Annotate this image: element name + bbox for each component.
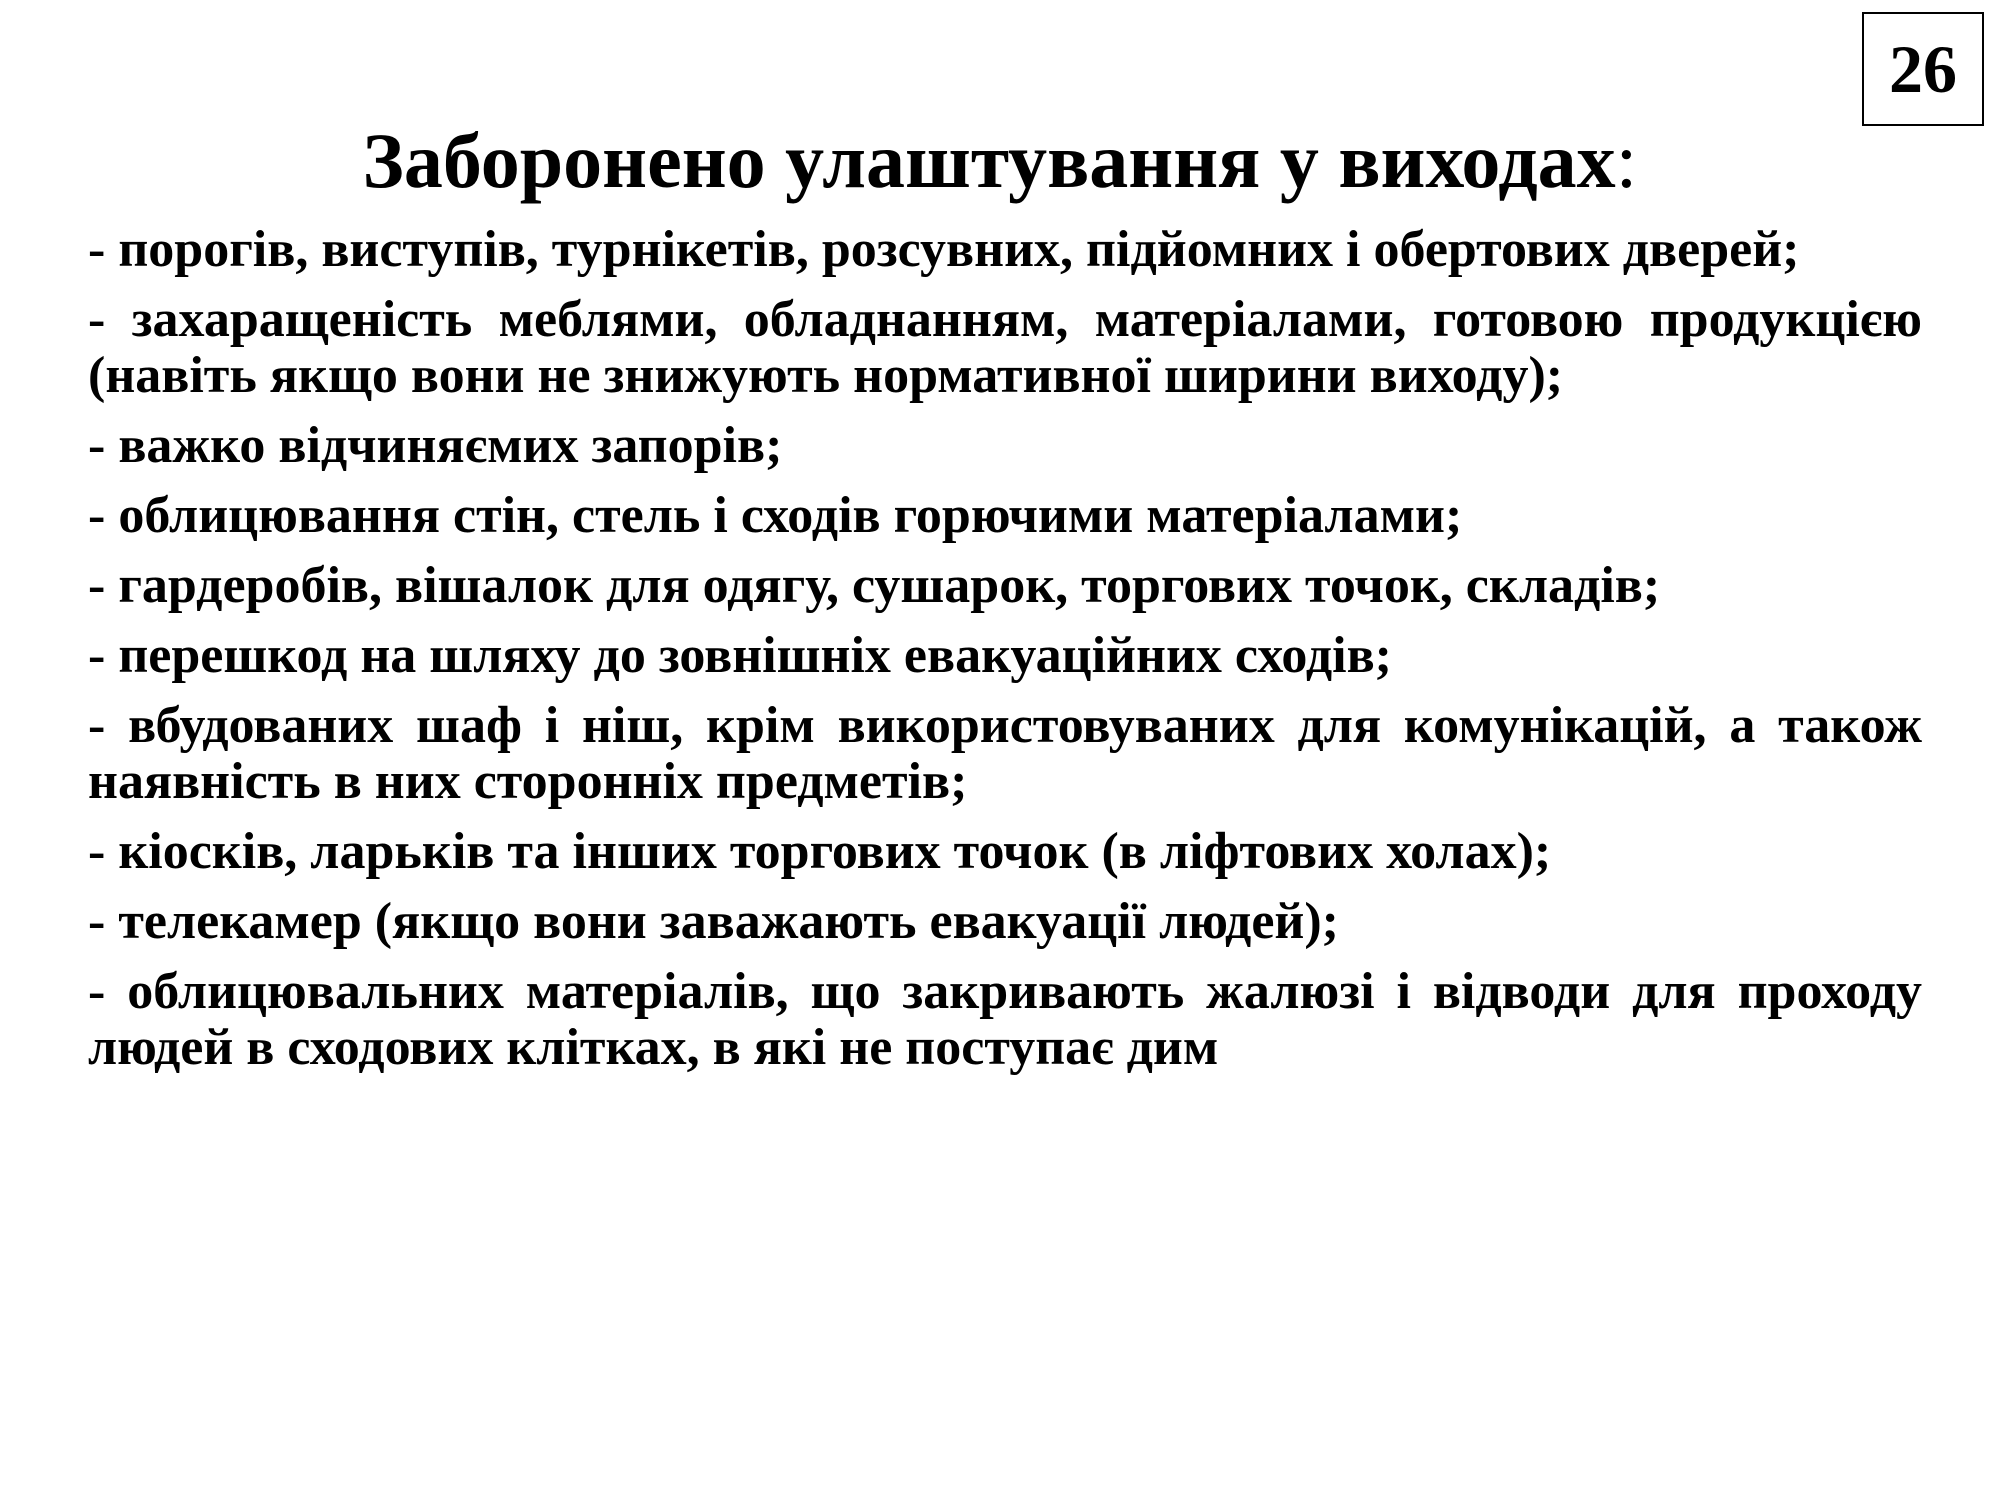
slide-title-text: Заборонено улаштування у виходах [362,117,1616,204]
list-item: - телекамер (якщо вони заважають евакуації людей); [88,893,1339,950]
list-item: - захаращеність меблями, обладнанням, матеріалами, готовою продукцією (навіть якщо вони не знижують нормативної ширини виходу); [88,291,1922,404]
list-item: - вбудованих шаф і ніш, крім використовуваних для комунікацій, а також наявність в них сторонніх предметів; [88,697,1922,810]
slide-title [0,106,2000,216]
list-item: - кіосків, ларьків та інших торгових точок (в ліфтових холах); [88,823,1552,880]
list-item: - облицювальних матеріалів, що закривають жалюзі і відводи для проходу людей в сходових клітках, в які не поступає дим [88,963,1922,1076]
list-item: - перешкод на шляху до зовнішніх евакуаційних сходів; [88,627,1392,684]
list-item: - облицювання стін, стель і сходів горючими матеріалами; [88,487,1463,544]
list-item: - важко відчиняємих запорів; [88,417,783,474]
page-number-box: 26 [1862,12,1984,126]
slide-title-colon: : [1615,117,1638,204]
prohibited-items-list [88,222,1922,1090]
list-item: - гардеробів, вішалок для одягу, сушарок, торгових точок, складів; [88,557,1661,614]
list-item: - порогів, виступів, турнікетів, розсувних, підйомних і обертових дверей; [88,221,1800,278]
